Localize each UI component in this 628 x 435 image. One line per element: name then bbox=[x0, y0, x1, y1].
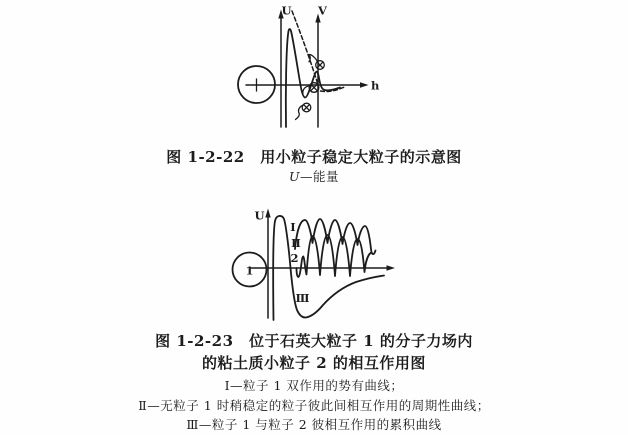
energy-symbol: U bbox=[288, 169, 301, 184]
dashed-trajectory bbox=[292, 11, 318, 83]
figure-2-legend bbox=[0, 376, 628, 435]
curve-II bbox=[297, 235, 372, 277]
h-axis-label: h bbox=[371, 78, 380, 93]
particle-2-label: 2 bbox=[290, 251, 299, 265]
figure-2-caption-line1: 图 1-2-23 位于石英大粒子 1 的分子力场内 bbox=[155, 332, 473, 350]
figure-2-svg bbox=[226, 202, 400, 326]
curve-II-label: Ⅱ bbox=[291, 236, 301, 250]
legend-line-curve-II: Ⅱ—无粒子 1 时稍稳定的粒子彼此间相互作用的周期性曲线； bbox=[138, 397, 490, 413]
figure-1-svg bbox=[230, 1, 394, 137]
u-axis-2 bbox=[254, 209, 270, 319]
curve-III-label: Ⅲ bbox=[295, 291, 310, 305]
v-axis bbox=[315, 4, 328, 128]
u-axis-label: U bbox=[281, 3, 292, 18]
curve-I-label: Ⅰ bbox=[290, 220, 296, 234]
figure-1-2-23-diagram bbox=[226, 202, 400, 326]
figure-1-2-22-diagram bbox=[230, 1, 394, 137]
figure-2-caption bbox=[0, 330, 628, 374]
figure-1-symbol-note bbox=[0, 167, 628, 185]
legend-line-curve-III: Ⅲ—粒子 1 与粒子 2 彼相互作用的累积曲线 bbox=[186, 417, 442, 432]
particle-1-label: 1 bbox=[245, 263, 254, 278]
small-particle-lower bbox=[296, 103, 311, 119]
v-axis-label: V bbox=[318, 3, 327, 18]
curve-I bbox=[295, 219, 376, 254]
u-axis bbox=[278, 4, 291, 128]
energy-curve bbox=[286, 29, 340, 127]
figure-1-caption: 图 1-2-22 用小粒子稳定大粒子的示意图 bbox=[166, 148, 462, 166]
figure-2-caption-line2: 的粘土质小粒子 2 的相互作用图 bbox=[202, 354, 426, 372]
u-axis-2-label: U bbox=[254, 208, 265, 223]
energy-text: —能量 bbox=[300, 169, 340, 184]
legend-line-curve-I: Ⅰ—粒子 1 双作用的势有曲线； bbox=[224, 378, 404, 393]
quartz-particle-circle bbox=[233, 253, 267, 287]
